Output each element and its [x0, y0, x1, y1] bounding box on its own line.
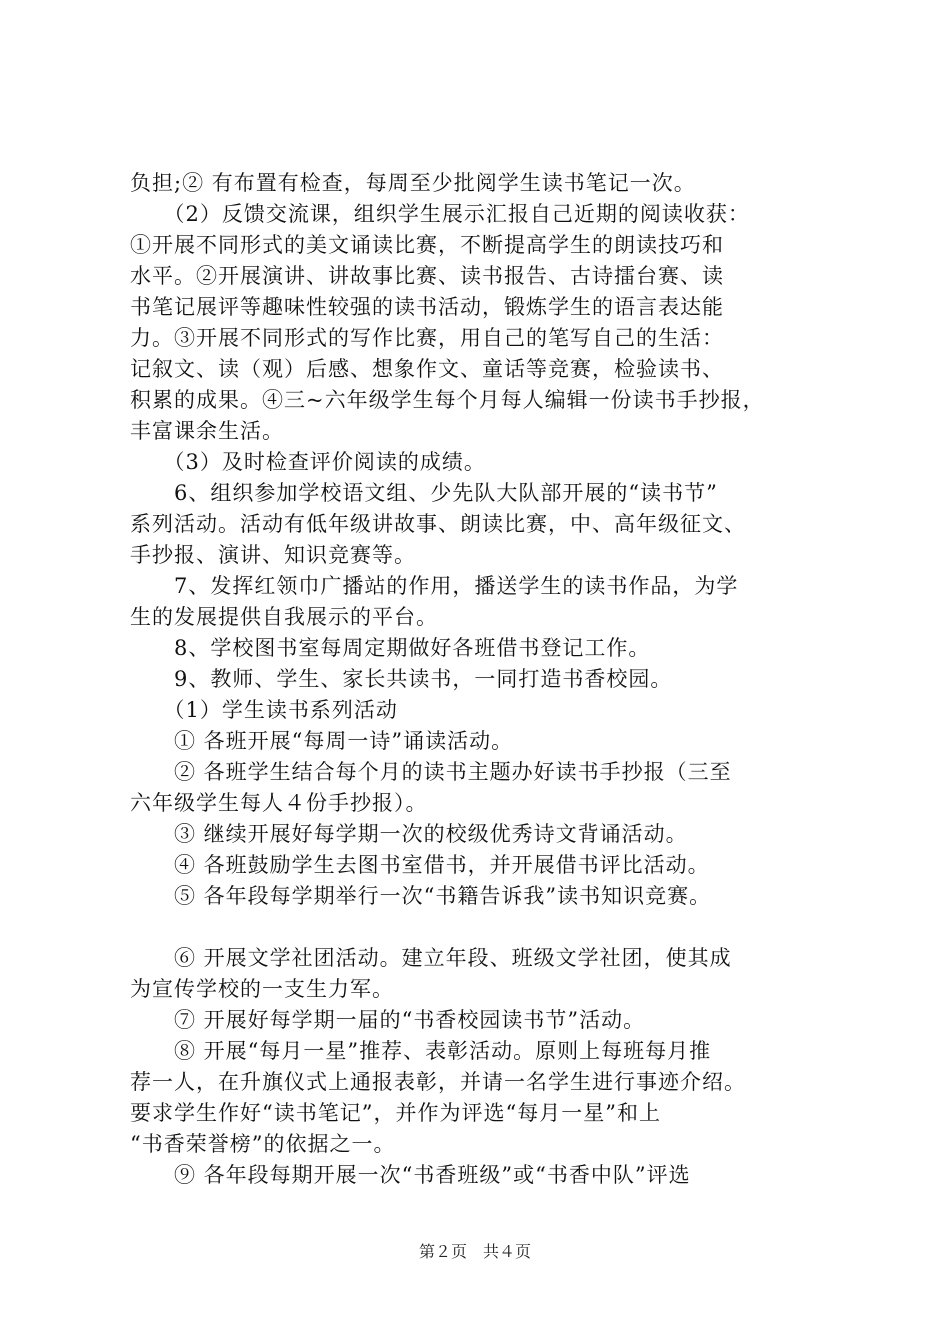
text-line: 生的发展提供自我展示的平台。	[130, 605, 438, 629]
text-line: 书笔记展评等趣味性较强的读书活动，锻炼学生的语言表达能	[130, 295, 724, 319]
text-line: 要求学生作好“读书笔记”，并作为评选“每月一星”和上	[130, 1101, 661, 1125]
text-line: ①开展不同形式的美文诵读比赛，不断提高学生的朗读技巧和	[130, 233, 724, 257]
text-line: （2）反馈交流课，组织学生展示汇报自己近期的阅读收获：	[130, 202, 750, 226]
text-line: 手抄报、演讲、知识竞赛等。	[130, 543, 416, 567]
text-line: ③ 继续开展好每学期一次的校级优秀诗文背诵活动。	[130, 822, 688, 846]
text-line: “书香荣誉榜”的依据之一。	[130, 1132, 396, 1156]
text-line: 6、组织参加学校语文组、少先队大队部开展的“读书节”	[130, 481, 718, 505]
page-footer: 第２页 共４页	[418, 1242, 531, 1261]
text-line: 荐一人，在升旗仪式上通报表彰，并请一名学生进行事迹介绍。	[130, 1070, 746, 1094]
text-line: ⑤ 各年段每学期举行一次“书籍告诉我”读书知识竞赛。	[130, 884, 712, 908]
text-line: （1）学生读书系列活动	[130, 698, 398, 722]
text-line: 水平。②开展演讲、讲故事比赛、读书报告、古诗擂台赛、读	[130, 264, 724, 288]
text-line: 系列活动。活动有低年级讲故事、朗读比赛，中、高年级征文、	[130, 512, 746, 536]
text-line: ⑧ 开展“每月一星”推荐、表彰活动。原则上每班每月推	[130, 1039, 712, 1063]
text-line: 7、发挥红领巾广播站的作用，播送学生的读书作品，为学	[130, 574, 739, 598]
text-line: ① 各班开展“每周一诗”诵读活动。	[130, 729, 514, 753]
text-line: 9、教师、学生、家长共读书，一同打造书香校园。	[130, 667, 673, 691]
text-line: 丰富课余生活。	[130, 419, 284, 443]
body-text	[130, 168, 830, 1191]
text-line: 六年级学生每人４份手抄报）。	[130, 791, 428, 815]
text-line: ④ 各班鼓励学生去图书室借书，并开展借书评比活动。	[130, 853, 710, 877]
text-line: ⑨ 各年段每期开展一次“书香班级”或“书香中队”评选	[130, 1163, 691, 1187]
text-line: 记叙文、读（观）后感、想象作文、童话等竞赛，检验读书、	[130, 357, 724, 381]
text-line: （3）及时检查评价阅读的成绩。	[130, 450, 486, 474]
text-line: 积累的成果。④三~六年级学生每个月每人编辑一份读书手抄报，	[130, 388, 765, 412]
text-line: 负担;② 有布置有检查，每周至少批阅学生读书笔记一次。	[130, 171, 696, 195]
blank-line	[130, 912, 830, 943]
text-line: ⑥ 开展文学社团活动。建立年段、班级文学社团，使其成	[130, 946, 732, 970]
text-line: ② 各班学生结合每个月的读书主题办好读书手抄报（三至	[130, 760, 732, 784]
text-line: 力。③开展不同形式的写作比赛，用自己的笔写自己的生活：	[130, 326, 724, 350]
text-line: 8、学校图书室每周定期做好各班借书登记工作。	[130, 636, 651, 660]
text-line: 为宣传学校的一支生力军。	[130, 977, 394, 1001]
text-line: ⑦ 开展好每学期一届的“书香校园读书节”活动。	[130, 1008, 646, 1032]
